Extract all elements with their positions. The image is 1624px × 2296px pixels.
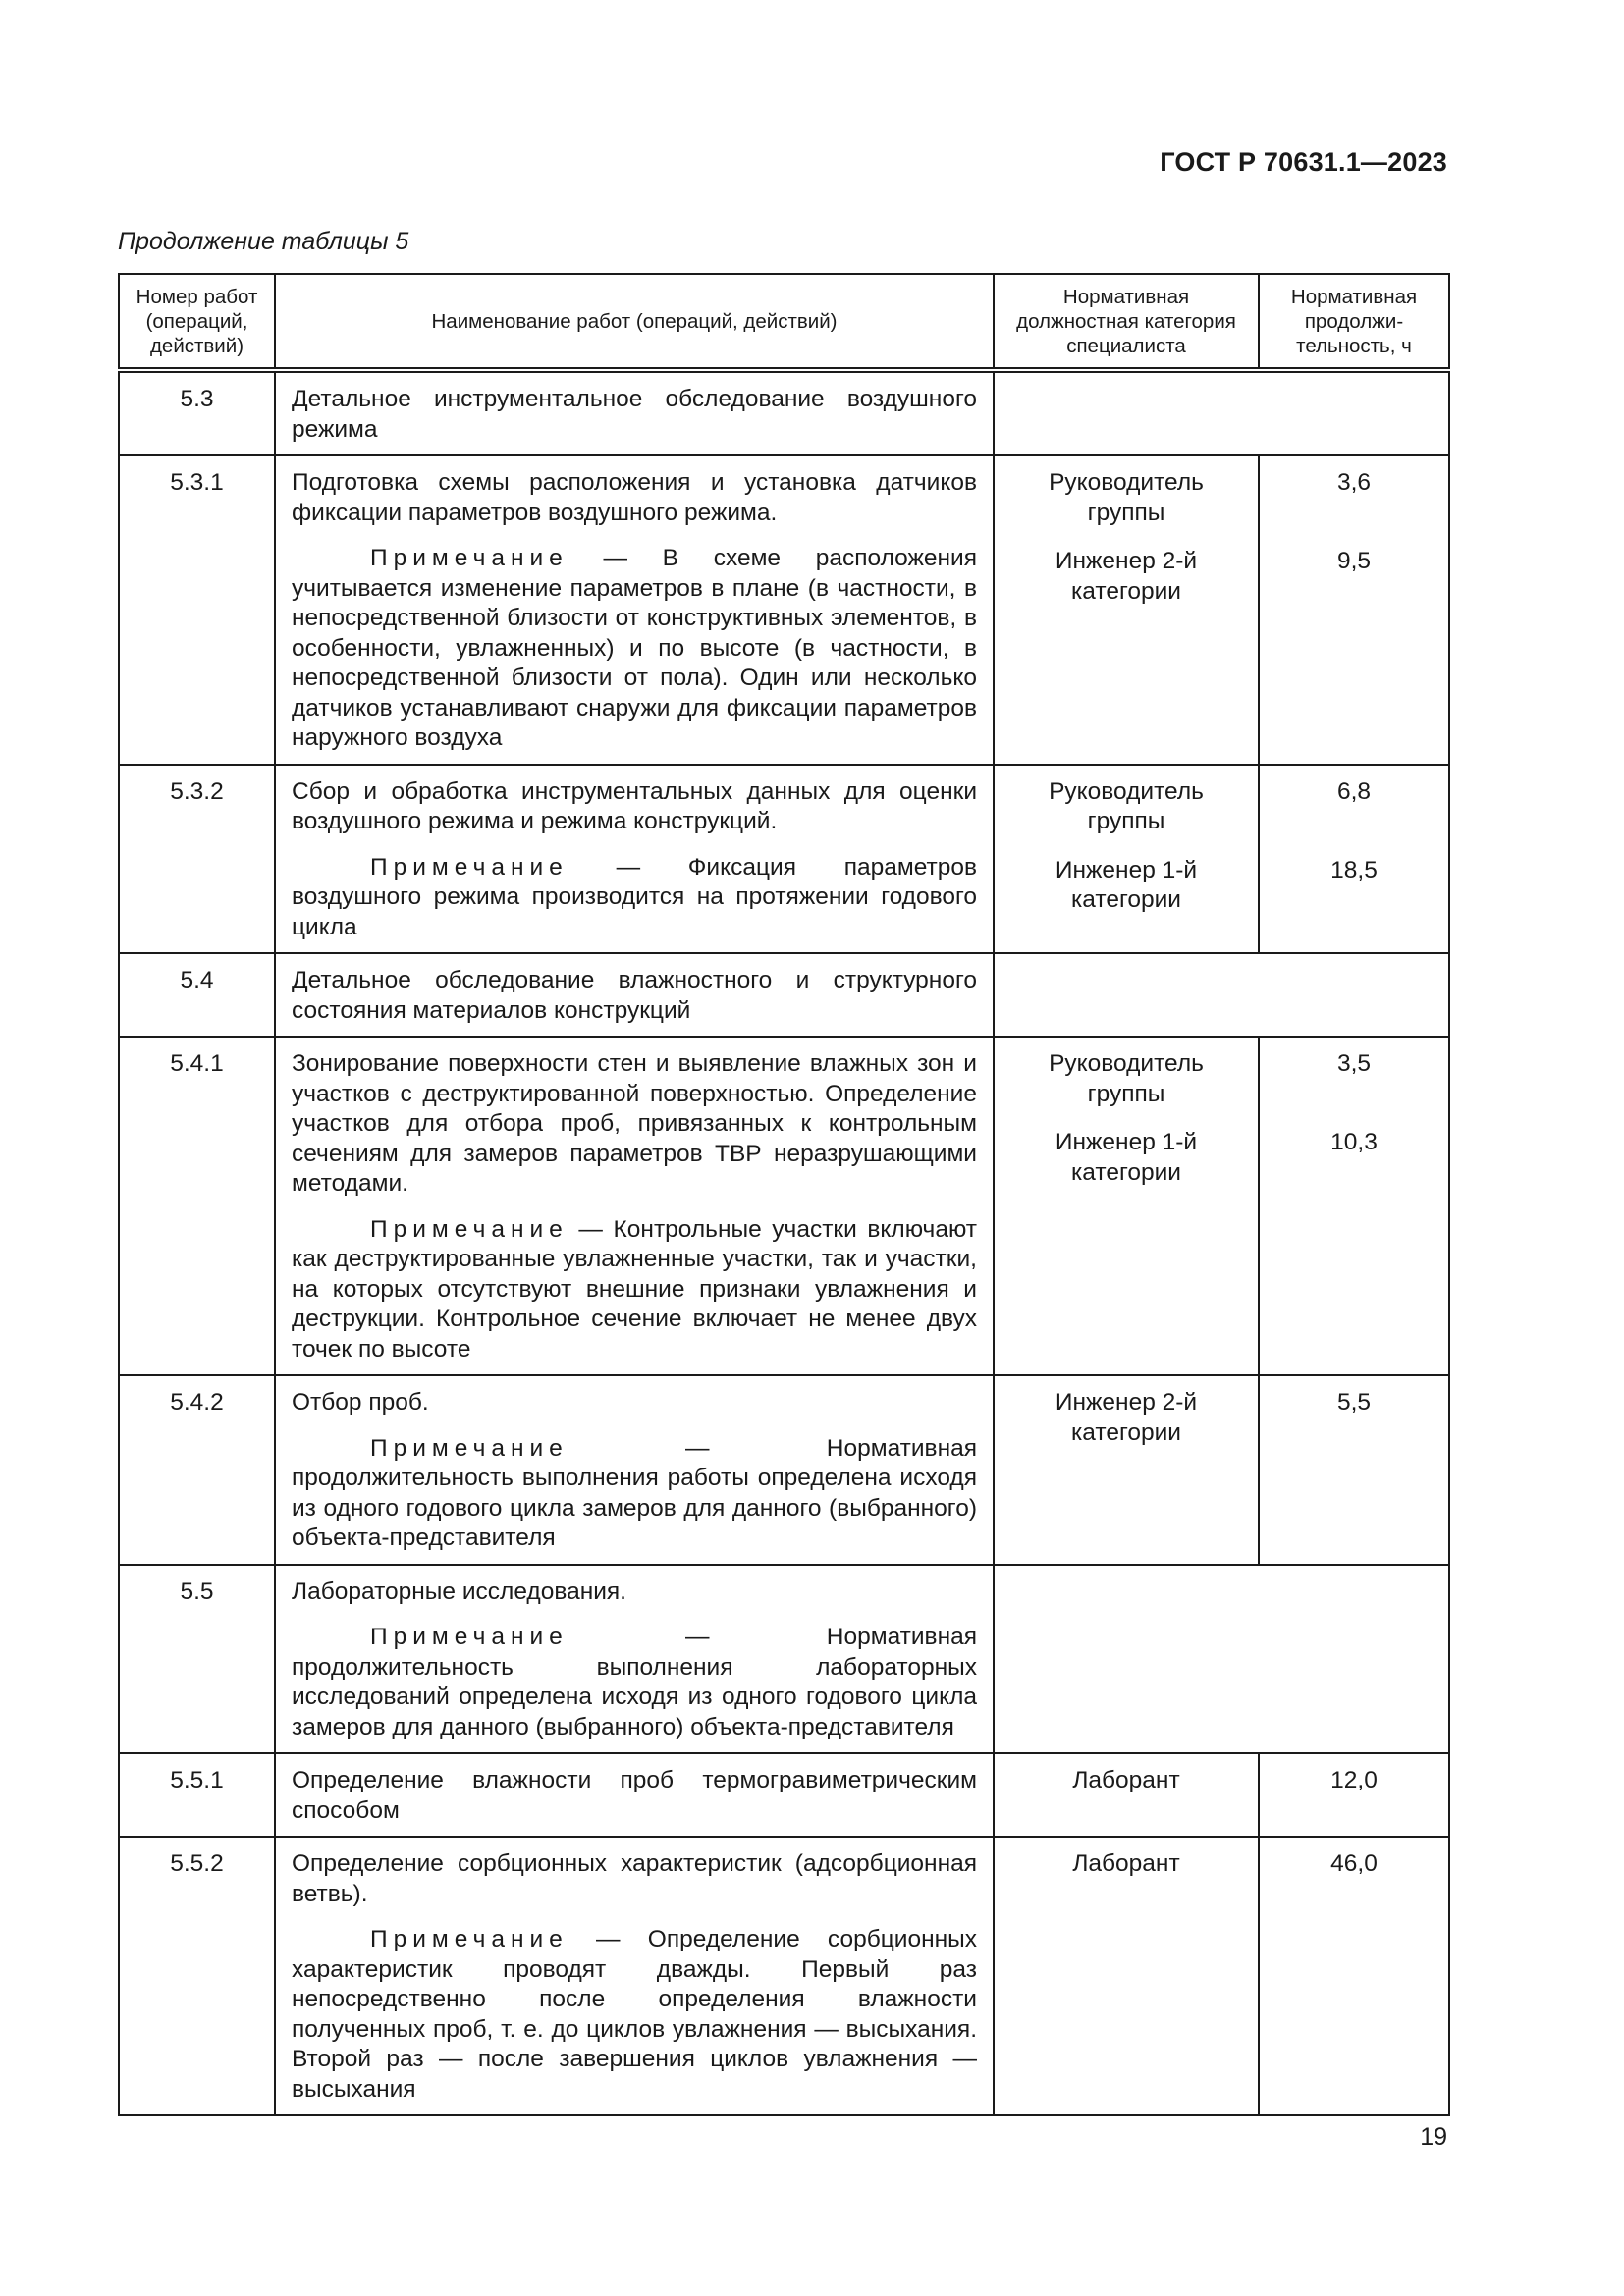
row-work-name bbox=[275, 1037, 994, 1375]
row-category bbox=[994, 1037, 1259, 1375]
duration-value: 5,5 bbox=[1336, 1389, 1372, 1415]
note-text: — Контрольные участки включают как деструктированные увлажненные участки, так и участки, на которых отсутствуют внешние признаки увлажнения и деструкции. Контрольное сечение включает не менее двух точек по высоте bbox=[292, 1215, 978, 1362]
row-number: 5.4 bbox=[119, 953, 275, 1037]
work-description: Отбор проб. bbox=[292, 1389, 429, 1415]
work-note bbox=[292, 1623, 977, 1742]
table-row bbox=[119, 953, 1449, 1037]
table-row bbox=[119, 1837, 1449, 2115]
table-row bbox=[119, 765, 1449, 954]
row-number: 5.5.2 bbox=[119, 1837, 275, 2115]
row-empty-cell bbox=[994, 1565, 1449, 1754]
note-label: Примечание bbox=[370, 1434, 568, 1462]
row-duration bbox=[1259, 1753, 1449, 1837]
note-label: Примечание bbox=[370, 1624, 568, 1650]
table-row bbox=[119, 1037, 1449, 1375]
table-row bbox=[119, 455, 1449, 765]
row-duration bbox=[1259, 455, 1449, 765]
work-description: Детальное обследование влажностного и структурного состояния материалов конструкций bbox=[292, 967, 977, 1024]
works-table bbox=[118, 273, 1450, 2116]
duration-value: 9,5 bbox=[1336, 548, 1372, 574]
note-text: — Нормативная продолжительность выполнения лабораторных исследований определена исходя из одного годового цикла замеров для данного (выбранного) объекта-представителя bbox=[292, 1624, 977, 1740]
row-category bbox=[994, 1375, 1259, 1565]
work-description: Подготовка схемы расположения и установка датчиков фиксации параметров воздушного режима. bbox=[292, 469, 977, 526]
duration-value: 3,6 bbox=[1336, 469, 1372, 496]
specialist-category: Руководитель группы bbox=[1049, 777, 1204, 834]
specialist-category: Лаборант bbox=[1072, 1767, 1180, 1793]
duration-value: 18,5 bbox=[1330, 856, 1378, 883]
work-description: Детальное инструментальное обследование воздушного режима bbox=[292, 386, 977, 443]
row-number: 5.5.1 bbox=[119, 1753, 275, 1837]
row-work-name bbox=[275, 1565, 994, 1754]
row-empty-cell bbox=[994, 953, 1449, 1037]
specialist-category: Лаборант bbox=[1072, 1850, 1180, 1877]
work-note bbox=[292, 1215, 977, 1365]
table-row bbox=[119, 1753, 1449, 1837]
duration-value: 10,3 bbox=[1330, 1129, 1378, 1155]
row-duration bbox=[1259, 1037, 1449, 1375]
document-code: ГОСТ Р 70631.1—2023 bbox=[1160, 147, 1447, 177]
row-category bbox=[994, 455, 1259, 765]
note-label: Примечание bbox=[370, 853, 568, 881]
work-description: Сбор и обработка инструментальных данных для оценки воздушного режима и режима конструкций. bbox=[292, 777, 977, 834]
table-caption: Продолжение таблицы 5 bbox=[118, 228, 409, 255]
specialist-category: Инженер 2-й категории bbox=[1055, 548, 1198, 605]
row-category bbox=[994, 1753, 1259, 1837]
row-work-name bbox=[275, 765, 994, 954]
row-duration bbox=[1259, 765, 1449, 954]
row-number: 5.4.1 bbox=[119, 1037, 275, 1375]
row-number: 5.3 bbox=[119, 370, 275, 455]
note-label: Примечание bbox=[370, 1926, 568, 1952]
row-number: 5.3.2 bbox=[119, 765, 275, 954]
work-note bbox=[292, 1925, 977, 2105]
header-duration: Нормативная продолжи-тельность, ч bbox=[1259, 274, 1449, 370]
row-duration bbox=[1259, 1837, 1449, 2115]
work-note bbox=[292, 544, 977, 754]
header-name: Наименование работ (операций, действий) bbox=[275, 274, 994, 370]
note-text: — Нормативная продолжительность выполнения работы определена исходя из одного годового цикла замеров для данного (выбранного) объекта-представителя bbox=[292, 1434, 977, 1551]
row-number: 5.3.1 bbox=[119, 455, 275, 765]
row-work-name bbox=[275, 1753, 994, 1837]
row-empty-cell bbox=[994, 370, 1449, 455]
table-row bbox=[119, 1565, 1449, 1754]
note-label: Примечание bbox=[370, 545, 568, 571]
table-row bbox=[119, 1375, 1449, 1565]
row-work-name bbox=[275, 455, 994, 765]
specialist-category: Инженер 1-й категории bbox=[1055, 1129, 1198, 1186]
work-description: Лабораторные исследования. bbox=[292, 1577, 626, 1605]
note-label: Примечание bbox=[370, 1215, 568, 1243]
row-work-name bbox=[275, 1837, 994, 2115]
work-note bbox=[292, 1434, 977, 1554]
row-number: 5.4.2 bbox=[119, 1375, 275, 1565]
row-work-name bbox=[275, 1375, 994, 1565]
page-number: 19 bbox=[1420, 2123, 1447, 2151]
work-description: Определение сорбционных характеристик (адсорбционная ветвь). bbox=[292, 1850, 977, 1907]
work-note bbox=[292, 853, 977, 943]
header-category: Нормативная должностная категория специалиста bbox=[994, 274, 1259, 370]
row-duration bbox=[1259, 1375, 1449, 1565]
work-description: Определение влажности проб термогравиметрическим способом bbox=[292, 1767, 977, 1824]
duration-value: 3,5 bbox=[1336, 1050, 1372, 1077]
specialist-category: Инженер 1-й категории bbox=[1055, 856, 1198, 913]
note-text: — Определение сорбционных характеристик проводят дважды. Первый раз непосредственно после определения влажности полученных проб, т. е. до циклов увлажнения — высыхания. Второй раз — после завершения циклов увлажнения — высыхания bbox=[292, 1926, 977, 2103]
table-row bbox=[119, 370, 1449, 455]
duration-value: 6,8 bbox=[1336, 777, 1372, 805]
specialist-category: Руководитель группы bbox=[1049, 1050, 1204, 1107]
specialist-category: Руководитель группы bbox=[1049, 469, 1204, 526]
table-header-row bbox=[119, 274, 1449, 370]
row-category bbox=[994, 765, 1259, 954]
note-text: — В схеме расположения учитывается изменение параметров в плане (в частности, в непосредственной близости от конструктивных элементов, в особенности, увлажненных) и по высоте (в частности, в непосредственной близости от пола). Один или несколько датчиков устанавливают снаружи для фиксации параметров наружного воздуха bbox=[292, 545, 977, 751]
specialist-category: Инженер 2-й категории bbox=[1055, 1389, 1198, 1446]
row-work-name bbox=[275, 953, 994, 1037]
duration-value: 46,0 bbox=[1330, 1850, 1378, 1877]
header-number: Номер работ (операций, действий) bbox=[119, 274, 275, 370]
work-description: Зонирование поверхности стен и выявление влажных зон и участков с деструктированной поверхностью. Определение участков для отбора проб, привязанных к контрольным сечениям для замеров параметров ТВР неразрушающими методами. bbox=[292, 1050, 977, 1197]
row-category bbox=[994, 1837, 1259, 2115]
row-number: 5.5 bbox=[119, 1565, 275, 1754]
duration-value: 12,0 bbox=[1330, 1767, 1378, 1793]
note-text: — Фиксация параметров воздушного режима производится на протяжении годового цикла bbox=[292, 853, 977, 940]
row-work-name bbox=[275, 370, 994, 455]
